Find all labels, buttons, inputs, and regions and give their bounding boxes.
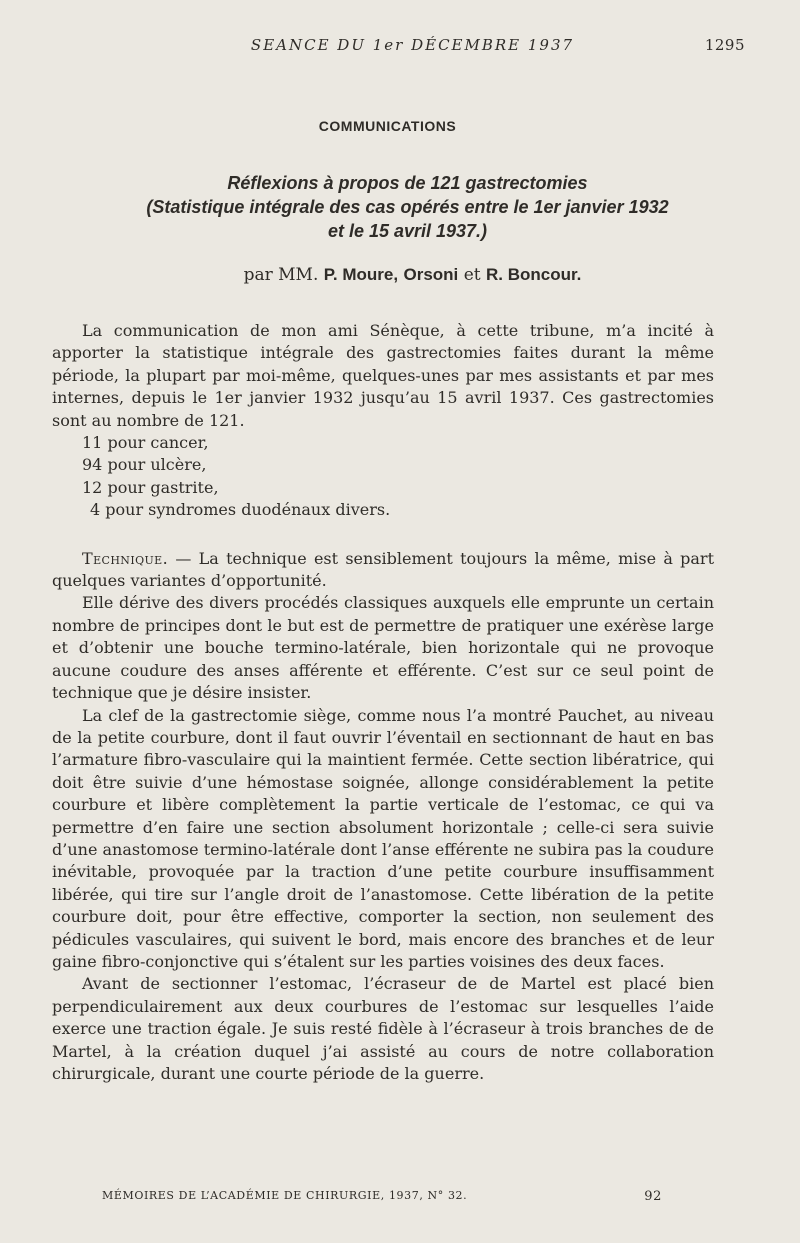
byline-conjunction: et: [463, 265, 481, 285]
page-footer: [102, 1189, 662, 1202]
list-item: 12 pour gastrite,: [82, 477, 219, 497]
author-2: Orsoni: [403, 265, 459, 284]
author-1: P. Moure,: [323, 265, 399, 284]
running-header: [80, 36, 745, 60]
article-title: [45, 171, 770, 243]
body-paragraph-2: La clef de la gastrectomie siège, comme nous l’a montré Pauchet, au niveau de la petite courbure, dont il faut ouvrir l’éventail en sectionnant de haut en bas l’armature fibro-vasculaire qui la maintient fermée. Cette section libératrice, qui doit être suivie d’une hémostase soignée, allonge considérablement la petite courbure et libère complètement la partie verticale de l’estomac, ce qui va permettre d’en faire une section absolument horizontale ; celle-ci sera suivie d’une anastomose termino-latérale dont l’anse efférente ne subira pas la coudure inévitable, provoquée par la traction d’une petite courbure insuffisamment libérée, qui tire sur l’angle droit de l’anastomose. Cette libération de la petite courbure doit, pour être effective, comporter la section, non seulement des pédicules vasculaires, qui suivent le bord, mais encore des branches et de leur gaine fibro-conjonctive qui s’étalent sur les parties voisines des deux faces.: [52, 705, 714, 971]
case-list: [82, 432, 714, 522]
body-paragraph-3: Avant de sectionner l’estomac, l’écraseur de de Martel est placé bien perpendiculairement aux deux courbures de l’estomac sur lesquelles l’aide exerce une traction égale. Je suis resté fidèle à l’écraseur à trois branches de de Martel, à la création duquel j’ai assisté au cours de notre collaboration chirurgicale, durant une courte période de la guerre.: [52, 974, 714, 1083]
article-body: [52, 320, 714, 1085]
list-item: 94 pour ulcère,: [82, 455, 207, 475]
technique-label: Technique.: [82, 548, 169, 568]
body-paragraph-1: Elle dérive des divers procédés classiques auxquels elle emprunte un certain nombre de principes dont le but est de permettre de pratiquer une exérèse large et d’obtenir une bouche termino-latérale, bien horizontale qui ne provoque aucune coudure des anses afférente et efférente. C’est sur ce seul point de technique que je désire insister.: [52, 593, 714, 703]
technique-text: — La technique est sensiblement toujours la même, mise à part quelques variantes d’opportunité.: [52, 548, 714, 591]
intro-paragraph: La communication de mon ami Sénèque, à cette tribune, m’a incité à apporter la statistique intégrale des gastrectomies faites durant la même période, la plupart par moi-même, quelques-unes par mes assistants et par mes internes, depuis le 1er janvier 1932 jusqu’au 15 avril 1937. Ces gastrectomies sont au nombre de 121.: [52, 321, 714, 430]
byline-prefix: par MM.: [243, 265, 319, 285]
list-item: 11 pour cancer,: [82, 433, 209, 453]
spacer: [52, 522, 714, 548]
author-3: R. Boncour.: [486, 265, 582, 284]
article-title-line-3: et le 15 avril 1937.): [327, 221, 488, 241]
list-item: 4 pour syndromes duodénaux divers.: [90, 500, 391, 520]
technique-paragraph: [52, 548, 714, 593]
footer-text: MÉMOIRES DE L’ACADÉMIE DE CHIRURGIE, 1937, N° 32.: [102, 1189, 468, 1202]
article-title-line-2: (Statistique intégrale des cas opérés entre le 1er janvier 1932: [146, 197, 669, 217]
section-heading: COMMUNICATIONS: [318, 118, 457, 134]
footer-page-number: 92: [644, 1189, 662, 1204]
article-title-line-1: Réflexions à propos de 121 gastrectomies: [227, 173, 588, 193]
header-title: SEANCE DU 1er DÉCEMBRE 1937: [250, 36, 575, 54]
header-page-number: 1295: [704, 36, 745, 54]
byline: [80, 265, 745, 285]
